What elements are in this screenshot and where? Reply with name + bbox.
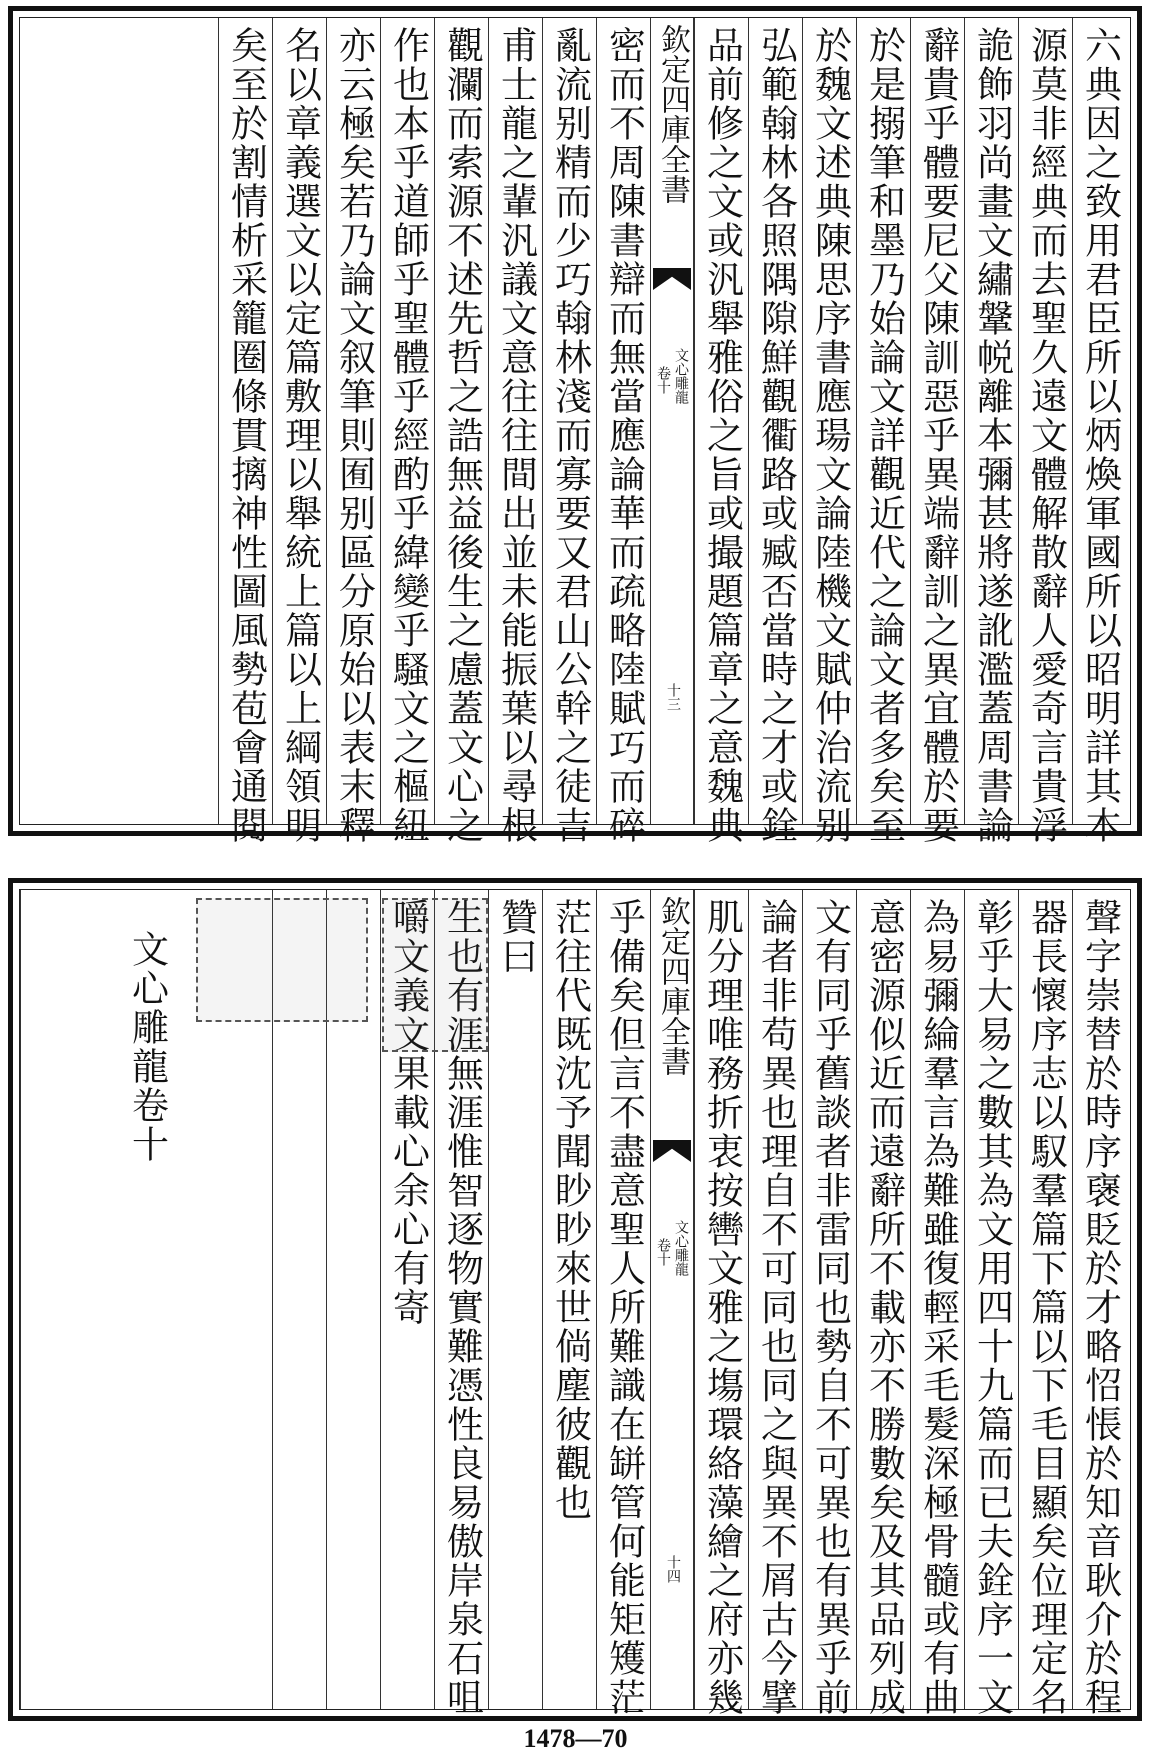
folio-title: 欽定四庫全書 [655,896,690,1076]
column-text: 文有同乎舊談者非雷同也勢自不可異也有異乎前 [808,898,852,1717]
column-text: 弘範翰林各照隅隙鮮觀衢路或臧否當時之才或銓 [754,26,798,845]
text-column [910,18,964,845]
text-column [910,890,964,1717]
column-text: 作也本乎道師乎聖體乎經酌乎緯變乎騷文之樞紐 [386,26,430,845]
folio-book-title: 文心雕龍 [673,1220,689,1276]
folio-title: 欽定四庫全書 [655,24,690,204]
column-text: 意密源似近而遠辭所不載亦不勝數矣及其品列成 [862,898,906,1717]
folio-leaf-number: 十三 [665,683,681,711]
text-column [802,890,856,1717]
folio-book-title: 文心雕龍 [673,348,689,404]
column-text: 於魏文述典陳思序書應瑒文論陸機文賦仲治流别 [808,26,852,845]
text-column [694,890,748,1717]
column-text: 亂流别精而少巧翰林淺而寡要又君山公幹之徒吉 [548,26,592,845]
text-column [748,890,802,1717]
text-column [326,18,380,845]
text-column [542,18,596,845]
column-text: 彰乎大易之數其為文用四十九篇而已夫銓序一文 [970,898,1014,1717]
text-column [964,890,1018,1717]
column-text: 甫士龍之輩汎議文意往往間出並未能振葉以尋根 [494,26,538,845]
text-column [596,890,650,1717]
text-column [1018,18,1072,845]
column-text: 亦云極矣若乃論文叙筆則囿别區分原始以表末釋 [332,26,376,845]
column-text: 品前修之文或汎舉雅俗之旨或撮題篇章之意魏典 [700,26,744,845]
text-column [272,18,326,845]
bottom-page [8,878,1142,1721]
folio-center [650,18,694,824]
column-text: 觀瀾而索源不述先哲之誥無益後生之慮蓋文心之 [440,26,484,845]
text-column [488,18,542,845]
text-column [596,18,650,845]
text-column [1072,890,1126,1717]
column-text: 聲字崇替於時序襃貶於才略怊悵於知音耿介於程 [1078,898,1122,1717]
column-text: 文心雕龍卷十 [125,930,169,1164]
text-column [542,890,596,1709]
column-text: 贊曰 [494,898,538,976]
page-number: 1478—70 [523,1724,628,1753]
column-text: 肌分理唯務折衷按轡文雅之塲環絡藻繪之府亦幾 [700,898,744,1717]
column-text: 辭貴乎體要尼父陳訓惡乎異端辭訓之異宜體於要 [916,26,960,845]
column-text: 於是搦筆和墨乃始論文詳觀近代之論文者多矣至 [862,26,906,845]
column-text: 矣至於割情析采籠圈條貫摛神性圖風勢苞會通閱 [224,26,268,845]
column-text: 名以章義選文以定篇敷理以舉統上篇以上綱領明 [278,26,322,845]
folio-volume: 卷十 [655,366,671,394]
folio-volume: 卷十 [655,1238,671,1266]
bottom-page-frame [19,889,1131,1717]
column-text: 乎備矣但言不盡意聖人所難識在缾管何能矩矱茫 [602,898,646,1717]
fishtail-mark [653,268,691,290]
column-text: 源莫非經典而去聖久遠文體解散辭人愛奇言貴浮 [1024,26,1068,845]
text-column [1018,890,1072,1717]
top-page-frame [19,17,1131,845]
text-column [488,890,542,1709]
folio-center [650,890,694,1709]
seal-stamp [196,898,368,1022]
column-text: 詭飾羽尚畫文繡鞶帨離本彌甚將遂訛濫蓋周書論 [970,26,1014,845]
text-column [856,18,910,845]
text-column [964,18,1018,845]
top-page [8,6,1142,845]
text-column [1072,18,1126,845]
column-text: 生也有涯無涯惟智逐物實難憑性良易傲岸泉石咀 [440,898,484,1717]
text-column [694,18,748,845]
column-text: 論者非苟異也理自不可同也同之與異不屑古今擘 [754,898,798,1717]
column-text: 六典因之致用君臣所以炳煥軍國所以昭明詳其本 [1078,26,1122,845]
column-text: 嚼文義文果載心余心有寄 [386,898,430,1327]
text-column [380,18,434,845]
text-column [434,18,488,845]
column-text: 器長懷序志以馭羣篇下篇以下毛目顯矣位理定名 [1024,898,1068,1717]
text-column [802,18,856,845]
column-text: 為易彌綸羣言為難雖復輕采毛髮深極骨髓或有曲 [916,898,960,1717]
fishtail-mark [653,1140,691,1162]
column-text: 茫往代既沈予聞眇眇來世倘塵彼觀也 [548,898,592,1522]
text-column [856,890,910,1717]
seal-stamp [382,898,488,1052]
folio-leaf-number: 十四 [665,1555,681,1583]
text-column [218,18,272,845]
column-text: 密而不周陳書辯而無當應論華而疏略陸賦巧而碎 [602,26,646,845]
text-column [748,18,802,845]
